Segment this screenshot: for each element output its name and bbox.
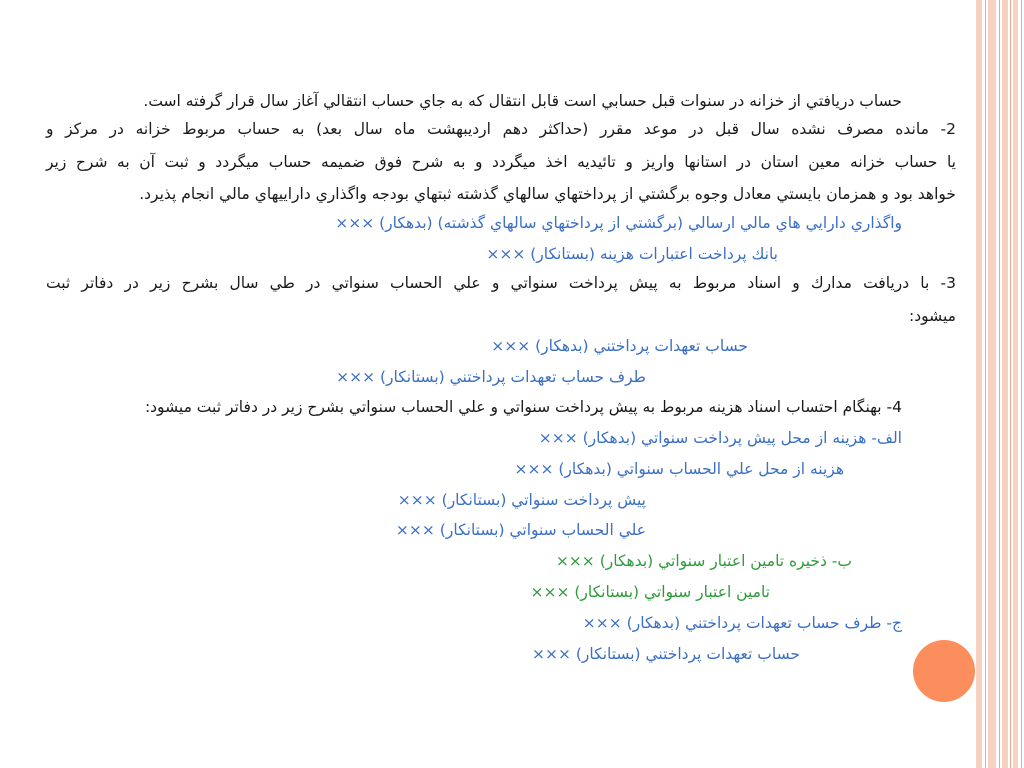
text-line-2: 2- مانده مصرف نشده سال قبل در موعد مقرر (حداکثر دهم ارديبهشت ماه سال بعد) به حساب مربوط خزانه در مرکز و [46,120,956,138]
text-line-7: 4- بهنگام احتساب اسناد هزينه مربوط به پيش پرداخت سنواتي و علي الحساب سنواتي بشرح زير در دفاتر ثبت ميشود: [144,398,902,416]
journal-entry-debit: ب- ذخيره تامين اعتبار سنواتي (بدهكار) ××× [555,552,852,570]
text-line-1: حساب دريافتي از خزانه در سنوات قبل حسابي است قابل انتقال که به جاي حساب انتقالي آغاز سال قرار گرفته است. [143,92,902,110]
text-line-5: 3- با دريافت مدارك و اسناد مربوط به پيش پرداخت سنواتي و علي الحساب سنواتي در طي سال بشرح زير در دفاتر ثبت [46,274,956,292]
decor-stripe [988,0,996,768]
decor-stripe [1013,0,1018,768]
journal-entry-credit: پيش پرداخت سنواتي (بستانكار) ××× [397,491,646,509]
text-line-4: خواهد بود و همزمان بايستي معادل وجوه برگشتي از پرداختهاي سالهاي گذشته ثبتهاي بودجه واگذاري داراييهاي مالي انجام پذيرد. [139,185,956,203]
decor-line [1021,0,1022,768]
journal-entry-debit: ج- طرف حساب تعهدات پرداختني (بدهكار) ××× [582,614,902,632]
journal-entry-credit: علي الحساب سنواتي (بستانكار) ××× [395,521,646,539]
journal-entry-debit: الف- هزينه از محل پيش پرداخت سنواتي (بدهكار) ××× [538,429,902,447]
journal-entry-debit: هزينه از محل علي الحساب سنواتي (بدهكار) ××× [514,460,844,478]
journal-entry-credit: طرف حساب تعهدات پرداختني (بستانكار) ××× [336,368,646,386]
decor-line [985,0,986,768]
journal-entry-credit: بانك پرداخت اعتبارات هزينه (بستانكار) ××× [486,245,778,263]
journal-entry-debit: واگذاري دارايي هاي مالي ارسالي (برگشتي از پرداختهاي سالهاي گذشته) (بدهکار) ××× [335,214,902,232]
decor-circle [913,640,975,702]
decor-line [1010,0,1011,768]
decor-line [999,0,1000,768]
journal-entry-credit: تامين اعتبار سنواتي (بستانكار) ××× [530,583,770,601]
journal-entry-credit: حساب تعهدات پرداختني (بستانكار) ××× [531,645,800,663]
text-line-3: يا حساب خزانه معين استان در استانها واريز و تائيديه اخذ ميگردد و به شرح فوق ضميمه حساب ميگردد و ثبت آن به شرح زير [46,153,956,171]
text-line-6: ميشود: [909,307,956,325]
journal-entry-debit: حساب تعهدات پرداختني (بدهكار) ××× [491,337,748,355]
decor-stripe [976,0,982,768]
decor-stripe [1002,0,1008,768]
